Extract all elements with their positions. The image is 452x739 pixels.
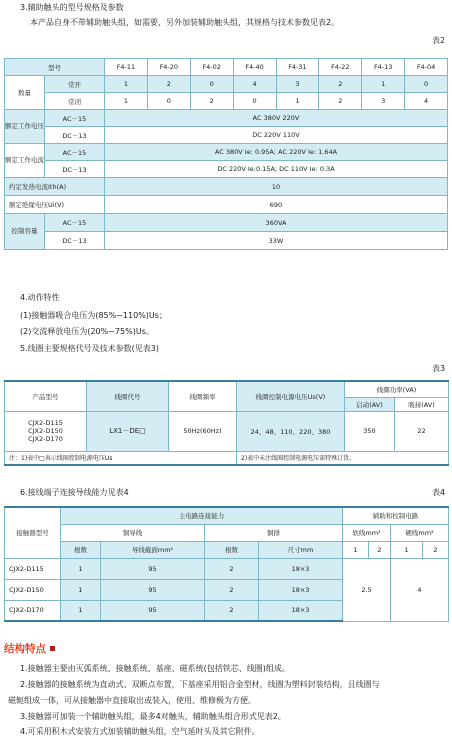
table3-label: 表3 <box>432 364 446 373</box>
t4-row-size: 18×3 <box>259 600 343 621</box>
t4-col1-header: 1 <box>391 541 423 558</box>
t2-nc-label: 常闭 <box>45 93 105 110</box>
t4-row-model: CJX2-D170 <box>5 600 61 621</box>
t2-no-value: 1 <box>105 76 148 93</box>
t2-model-header: 型号 <box>5 59 105 76</box>
t2-dc13-label: DC－13 <box>45 127 105 144</box>
t2-model: F4-40 <box>233 59 276 76</box>
t3-model: CJX2-D170 <box>28 435 63 444</box>
t2-capacity-dc: 33W <box>105 232 448 250</box>
t2-model: F4-20 <box>147 59 190 76</box>
table3 <box>4 380 449 466</box>
feature-item-3: 3.接触器可加装一个辅助触头组，最多4对触头，辅助触头组合形式见表2。 <box>20 712 286 721</box>
t4-row-size: 18×3 <box>259 579 343 600</box>
t2-nc-value: 2 <box>319 93 362 110</box>
t4-col2-header: 2 <box>369 541 391 558</box>
t4-hard-wire-header: 硬线mm² <box>391 524 449 541</box>
t4-row-count: 1 <box>61 579 101 600</box>
t4-soft-wire-header: 软线mm² <box>343 524 391 541</box>
t3-freq-header: 线圈频率 <box>169 381 237 411</box>
section4-line2: (2)交流释放电压为(20%~75%)Us。 <box>20 327 154 336</box>
t3-freq: 50Hz(60Hz) <box>169 411 237 451</box>
t4-col2-header: 2 <box>423 541 449 558</box>
t3-hold: 22 <box>395 411 449 451</box>
t4-row-section: 95 <box>101 579 205 600</box>
t2-rated-current-label: 额定工作电流 <box>5 144 45 178</box>
t3-start: 350 <box>345 411 395 451</box>
t2-capacity-ac: 360VA <box>105 214 448 232</box>
t2-rated-voltage-label: 额定工作电压 <box>5 110 45 144</box>
t2-heat-label: 约定发热电流Ith(A) <box>5 178 105 196</box>
t2-ac15-label: AC－15 <box>45 144 105 161</box>
t2-no-value: 3 <box>276 76 319 93</box>
t2-dc13-label: DC－13 <box>45 232 105 250</box>
t4-copper-wire-header: 铜导线 <box>61 524 205 541</box>
t4-row-model: CJX2-D115 <box>5 558 61 579</box>
t2-no-value: 0 <box>190 76 233 93</box>
t4-aux-header: 辅助和控制电路 <box>343 507 449 524</box>
t2-count-label: 数量 <box>5 76 45 110</box>
t4-row-section: 95 <box>101 600 205 621</box>
t2-capacity-label: 控制容量 <box>5 214 45 250</box>
t3-power-header: 线圈功率(VA) <box>345 381 449 397</box>
t2-no-value: 0 <box>405 76 448 93</box>
t4-row-count: 1 <box>61 558 101 579</box>
t2-no-label: 常开 <box>45 76 105 93</box>
table2 <box>4 58 448 250</box>
t3-voltage: 24、48、110、220、380 <box>237 411 345 451</box>
t4-row-size: 18×3 <box>259 558 343 579</box>
section4-heading: 4.动作特性 <box>20 293 60 302</box>
t2-insulation-label: 额定绝缘电压Ui(V) <box>5 196 105 214</box>
t2-nc-value: 2 <box>190 93 233 110</box>
t4-size-header: 尺寸mm <box>259 541 343 558</box>
feature-item-4: 4.可采用积木式安装方式加装辅助触头组，空气延时头及其它附件。 <box>20 727 260 736</box>
t4-col1-header: 1 <box>343 541 369 558</box>
t2-insulation-value: 690 <box>105 196 448 214</box>
section6-heading: 6.接线端子连接导线能力见表4 <box>20 488 129 497</box>
t2-model: F4-11 <box>105 59 148 76</box>
t3-start-header: 启动(AV) <box>345 397 395 411</box>
section3-description: 本产品自身不带辅助触头组，如需要，另外加装辅助触头组，其规格与技术参数见表2。 <box>30 18 340 27</box>
t2-model: F4-13 <box>362 59 405 76</box>
t2-ac15-label: AC－15 <box>45 214 105 232</box>
section3-heading: 3.辅助触头的型号规格及参数 <box>20 3 124 12</box>
table4 <box>4 506 449 622</box>
t4-row-count2: 2 <box>205 558 259 579</box>
t3-code: LX1－DE□ <box>87 411 169 451</box>
t4-row-count: 1 <box>61 600 101 621</box>
t4-row-count2: 2 <box>205 579 259 600</box>
t2-no-value: 1 <box>362 76 405 93</box>
features-title-row <box>4 641 55 655</box>
features-title: 结构特点 <box>4 642 46 655</box>
t3-model-header: 产品型号 <box>5 381 87 411</box>
t2-current-ac: AC 380V Ie: 0.95A; AC 220V Ie: 1.64A <box>105 144 448 161</box>
t2-no-value: 2 <box>319 76 362 93</box>
feature-item-2: 2.接触器的接触系统为直动式、双断点布置，下基座采用铝合金型材，线圈为塑料封装结构，且线圈与 <box>20 680 380 689</box>
t2-no-value: 4 <box>233 76 276 93</box>
t3-models-cell <box>5 411 87 451</box>
t2-voltage-dc: DC 220V 110V <box>105 127 448 144</box>
t4-soft-value: 2.5 <box>343 558 391 621</box>
t2-nc-value: 0 <box>147 93 190 110</box>
title-marker-icon <box>50 646 55 651</box>
t4-copper-bar-header: 铜排 <box>205 524 343 541</box>
t2-model: F4-22 <box>319 59 362 76</box>
t3-note2: 2)表中未注线圈控制电源电压需特殊订货。 <box>237 451 449 465</box>
t4-section-header: 导线截面mm² <box>101 541 205 558</box>
t4-main-header: 主电路连接能力 <box>61 507 343 524</box>
t4-model-header: 接触器型号 <box>5 507 61 558</box>
t2-model: F4-04 <box>405 59 448 76</box>
t3-hold-header: 吸持(AV) <box>395 397 449 411</box>
t2-model: F4-31 <box>276 59 319 76</box>
table2-label: 表2 <box>432 36 446 45</box>
t3-note1: 注：1)表中□表示线圈控制电源电压Us <box>5 451 237 465</box>
feature-item-1: 1.接触器主要由灭弧系统、接触系统、基座、磁系统(包括铁芯、线圈)组成。 <box>20 664 290 673</box>
feature-item-2-cont: 磁轭组成一体，可从接触器中直接取出或装入，使用、维修极为方便。 <box>8 696 256 705</box>
t3-model: CJX2-D115 <box>28 418 63 427</box>
t2-nc-value: 3 <box>362 93 405 110</box>
t2-ac15-label: AC－15 <box>45 110 105 127</box>
t2-heat-value: 10 <box>105 178 448 196</box>
t2-nc-value: 1 <box>105 93 148 110</box>
t2-dc13-label: DC－13 <box>45 161 105 178</box>
t2-no-value: 2 <box>147 76 190 93</box>
t3-model: CJX2-D150 <box>28 426 63 435</box>
table4-label: 表4 <box>432 488 446 497</box>
t2-voltage-ac: AC 380V 220V <box>105 110 448 127</box>
t4-row-model: CJX2-D150 <box>5 579 61 600</box>
t4-row-section: 95 <box>101 558 205 579</box>
t2-nc-value: 4 <box>405 93 448 110</box>
t2-nc-value: 1 <box>276 93 319 110</box>
t4-count-header: 根数 <box>61 541 101 558</box>
t4-hard-value: 4 <box>391 558 449 621</box>
t4-row-count2: 2 <box>205 600 259 621</box>
t4-count2-header: 根数 <box>205 541 259 558</box>
t2-nc-value: 0 <box>233 93 276 110</box>
t2-model: F4-02 <box>190 59 233 76</box>
t3-code-header: 线圈代号 <box>87 381 169 411</box>
t3-voltage-header: 线圈控制电源电压Us(V) <box>237 381 345 411</box>
t2-current-dc: DC 220V Ie:0.15A; DC 110V Ie: 0.3A <box>105 161 448 178</box>
section5-heading: 5.线圈主要规格代号及技术参数(见表3) <box>20 344 159 353</box>
section4-line1: (1)接触器吸合电压为(85%~110%)Us； <box>20 311 167 320</box>
